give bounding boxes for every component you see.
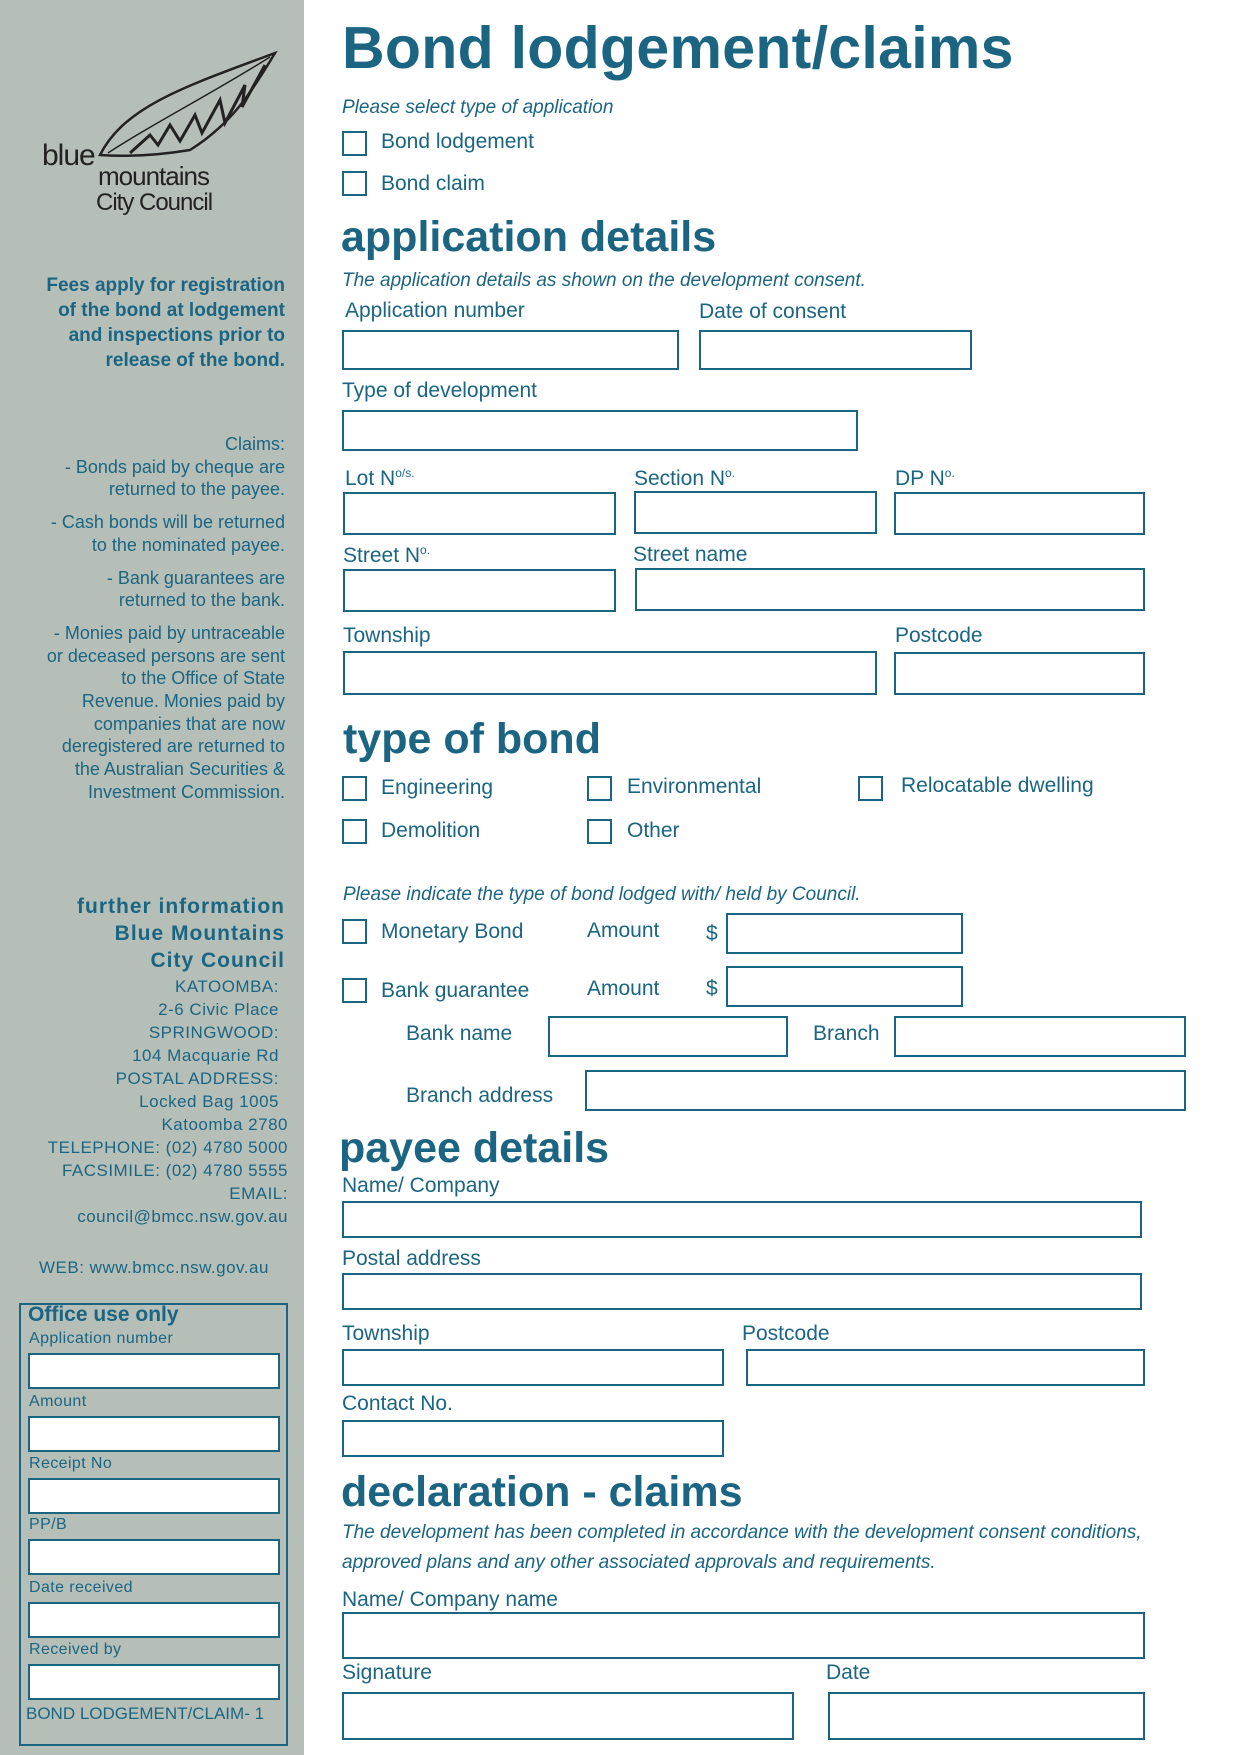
claims-note-bank <box>0 567 285 612</box>
claims-notes <box>0 433 285 804</box>
indicate-bond-note: Please indicate the type of bond lodged with/ held by Council. <box>343 884 861 905</box>
office-label-received-by: Received by <box>29 1641 122 1658</box>
guarantee-amount-field[interactable] <box>726 966 963 1007</box>
contact-line: Locked Bag 1005 <box>139 1092 279 1111</box>
environmental-checkbox[interactable] <box>587 776 612 801</box>
fees-line: of the bond at lodgement <box>58 300 285 321</box>
date-of-consent-label: Date of consent <box>699 300 847 323</box>
claims-line: Revenue. Monies paid by <box>81 691 285 712</box>
declaration-name-company-field[interactable] <box>342 1612 1145 1659</box>
township-label: Township <box>343 624 431 647</box>
claims-line: companies that are now <box>93 713 285 734</box>
street-no-label <box>343 543 430 568</box>
other-checkbox[interactable] <box>587 819 612 844</box>
relocatable-dwelling-checkbox[interactable] <box>858 776 883 801</box>
contact-phone: TELEPHONE: (02) 4780 5000 <box>47 1138 288 1157</box>
guarantee-amount-label: Amount <box>587 977 660 1000</box>
claims-note-cash <box>0 511 285 556</box>
claims-line: Investment Commission. <box>87 781 285 802</box>
contact-line: EMAIL: <box>229 1184 288 1203</box>
claims-heading: Claims: <box>224 434 285 454</box>
contact-details <box>0 975 288 1228</box>
bond-lodgement-checkbox[interactable] <box>342 131 367 156</box>
relocatable-dwelling-label: Relocatable dwelling <box>901 774 1094 797</box>
contact-line: Katoomba 2780 <box>161 1115 288 1134</box>
township-field[interactable] <box>343 651 877 695</box>
declaration-date-label: Date <box>826 1661 871 1684</box>
monetary-dollar-sign: $ <box>706 922 718 945</box>
office-label-amount: Amount <box>29 1393 87 1410</box>
bank-name-field[interactable] <box>548 1016 788 1057</box>
logo-text-council: City Council <box>96 189 213 216</box>
postcode-label: Postcode <box>895 624 983 647</box>
office-label-date-received: Date received <box>29 1579 133 1596</box>
declaration-date-field[interactable] <box>828 1692 1145 1740</box>
payee-postcode-field[interactable] <box>746 1349 1145 1386</box>
claims-line: - Monies paid by untraceable <box>53 622 285 643</box>
office-receipt-no-field[interactable] <box>28 1478 280 1514</box>
monetary-bond-checkbox[interactable] <box>342 919 367 944</box>
application-details-heading: application details <box>341 213 717 261</box>
claims-line: - Cash bonds will be returned <box>50 512 285 533</box>
other-label: Other <box>627 819 680 842</box>
dp-no-label <box>895 466 955 491</box>
bond-claim-label: Bond claim <box>381 172 485 195</box>
street-no-text: Street N <box>343 544 421 567</box>
signature-label: Signature <box>342 1661 432 1684</box>
bond-claim-checkbox[interactable] <box>342 171 367 196</box>
claims-line: - Bonds paid by cheque are <box>64 456 285 477</box>
bank-guarantee-checkbox[interactable] <box>342 978 367 1003</box>
payee-township-label: Township <box>342 1322 430 1345</box>
contact-line: 104 Macquarie Rd <box>132 1046 279 1065</box>
further-info-line: Blue Mountains <box>114 922 285 945</box>
office-amount-field[interactable] <box>28 1416 280 1452</box>
bank-guarantee-label: Bank guarantee <box>381 979 530 1002</box>
claims-note-cheque <box>0 456 285 501</box>
claims-line: - Bank guarantees are <box>106 567 285 588</box>
branch-address-field[interactable] <box>585 1070 1186 1111</box>
office-use-title: Office use only <box>28 1303 179 1326</box>
postcode-field[interactable] <box>894 652 1145 695</box>
claims-line: returned to the payee. <box>108 479 285 500</box>
office-ppb-field[interactable] <box>28 1539 280 1575</box>
form-code: BOND LODGEMENT/CLAIM- 1 <box>26 1704 265 1723</box>
type-of-development-label: Type of development <box>342 379 537 402</box>
demolition-label: Demolition <box>381 819 481 842</box>
further-info-line: City Council <box>150 949 285 972</box>
application-details-note: The application details as shown on the development consent. <box>342 270 866 291</box>
declaration-text-line1: The development has been completed in accordance with the development consent conditions, <box>342 1522 1142 1543</box>
monetary-bond-label: Monetary Bond <box>381 920 524 943</box>
engineering-checkbox[interactable] <box>342 776 367 801</box>
contact-line: POSTAL ADDRESS: <box>115 1069 279 1088</box>
street-no-sup: o. <box>420 543 431 557</box>
monetary-amount-field[interactable] <box>726 913 963 954</box>
payee-contact-no-label: Contact No. <box>342 1392 453 1415</box>
declaration-name-company-label: Name/ Company name <box>342 1588 558 1611</box>
declaration-heading: declaration - claims <box>341 1468 743 1516</box>
payee-postal-address-field[interactable] <box>342 1273 1142 1310</box>
fees-line: release of the bond. <box>105 350 285 371</box>
contact-fax: FACSIMILE: (02) 4780 5555 <box>61 1161 288 1180</box>
further-info <box>5 893 285 974</box>
dp-no-sup: o. <box>944 466 955 480</box>
payee-township-field[interactable] <box>342 1349 724 1386</box>
claims-note-monies <box>0 622 285 804</box>
section-no-label <box>634 466 735 491</box>
claims-line: or deceased persons are sent <box>46 645 285 666</box>
office-label-application-number: Application number <box>29 1330 174 1347</box>
claims-line: deregistered are returned to <box>61 736 285 757</box>
type-of-development-field[interactable] <box>342 410 858 451</box>
contact-email[interactable]: council@bmcc.nsw.gov.au <box>77 1207 288 1226</box>
street-name-field[interactable] <box>635 568 1145 611</box>
branch-field[interactable] <box>894 1016 1186 1057</box>
environmental-label: Environmental <box>627 775 762 798</box>
demolition-checkbox[interactable] <box>342 819 367 844</box>
claims-line: returned to the bank. <box>118 590 285 611</box>
section-no-sup: o. <box>725 466 736 480</box>
section-no-field[interactable] <box>634 491 877 534</box>
office-label-ppb: PP/B <box>29 1516 68 1533</box>
claims-line: to the Office of State <box>121 668 285 689</box>
claims-line: to the nominated payee. <box>91 534 285 555</box>
bond-lodgement-label: Bond lodgement <box>381 130 534 153</box>
payee-postal-address-label: Postal address <box>342 1247 481 1270</box>
type-of-bond-heading: type of bond <box>343 715 601 763</box>
sidebar <box>0 0 304 1755</box>
payee-contact-no-field[interactable] <box>342 1420 724 1457</box>
select-type-prompt: Please select type of application <box>342 97 614 118</box>
logo-text-mountains: mountains <box>98 161 209 191</box>
lot-no-text: Lot N <box>345 467 396 490</box>
fees-note <box>5 273 285 373</box>
office-label-receipt-no: Receipt No <box>29 1455 113 1472</box>
dp-no-text: DP N <box>895 467 945 490</box>
payee-details-heading: payee details <box>339 1124 610 1172</box>
contact-line: KATOOMBA: <box>174 977 279 996</box>
lot-no-field[interactable] <box>343 492 616 535</box>
claims-line: the Australian Securities & <box>74 759 285 780</box>
payee-name-company-field[interactable] <box>342 1201 1142 1238</box>
branch-label: Branch <box>813 1022 880 1045</box>
office-date-received-field[interactable] <box>28 1602 280 1638</box>
engineering-label: Engineering <box>381 776 494 799</box>
guarantee-dollar-sign: $ <box>706 977 718 1000</box>
web-address[interactable]: WEB: www.bmcc.nsw.gov.au <box>39 1258 269 1277</box>
section-no-text: Section N <box>634 467 726 490</box>
payee-postcode-label: Postcode <box>742 1322 830 1345</box>
leaf-icon <box>100 53 275 156</box>
fees-line: and inspections prior to <box>68 325 285 346</box>
bank-name-label: Bank name <box>406 1022 513 1045</box>
lot-no-label <box>345 466 415 491</box>
council-logo <box>30 45 290 225</box>
street-name-label: Street name <box>633 543 748 566</box>
branch-address-label: Branch address <box>406 1084 554 1107</box>
contact-line: SPRINGWOOD: <box>148 1023 279 1042</box>
dp-no-field[interactable] <box>894 492 1145 535</box>
lot-no-sup: o/s. <box>395 466 415 480</box>
contact-line: 2-6 Civic Place <box>158 1000 279 1019</box>
application-number-label: Application number <box>345 299 525 322</box>
office-received-by-field[interactable] <box>28 1664 280 1700</box>
payee-name-company-label: Name/ Company <box>342 1174 500 1197</box>
logo-text-blue: blue <box>42 139 95 172</box>
further-info-line: further information <box>77 895 285 918</box>
date-of-consent-field[interactable] <box>699 330 972 370</box>
office-application-number-field[interactable] <box>28 1353 280 1389</box>
page-title: Bond lodgement/claims <box>342 15 1014 81</box>
fees-line: Fees apply for registration <box>46 275 285 296</box>
application-number-field[interactable] <box>342 330 679 370</box>
declaration-text-line2: approved plans and any other associated approvals and requirements. <box>342 1552 936 1573</box>
signature-field[interactable] <box>342 1692 794 1740</box>
street-no-field[interactable] <box>343 569 616 612</box>
monetary-amount-label: Amount <box>587 919 660 942</box>
